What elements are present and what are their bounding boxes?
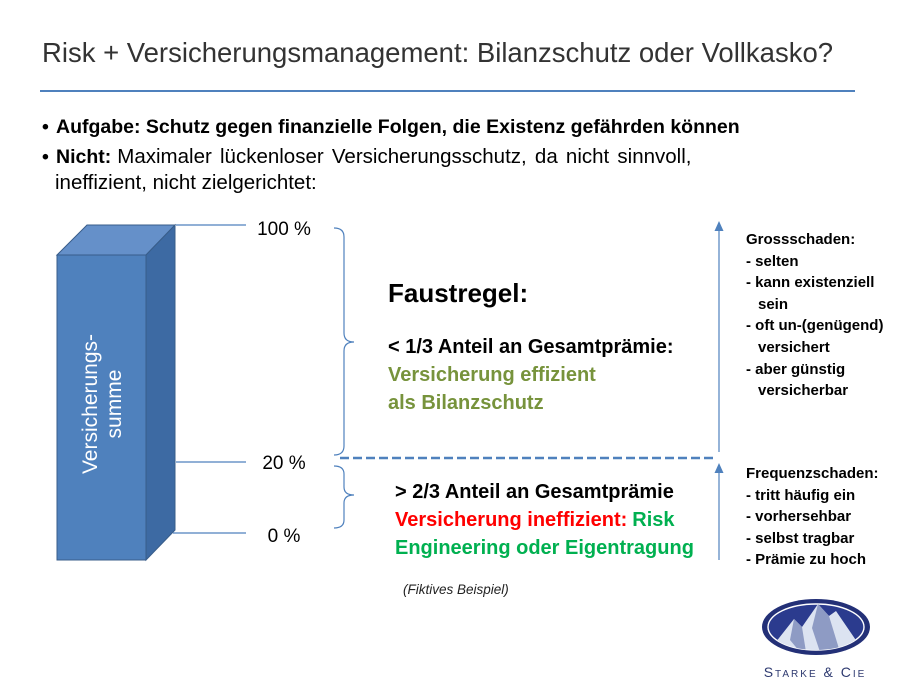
bar-label-line1: Versicherungs-	[79, 333, 102, 475]
arrow-up-icon	[715, 221, 724, 231]
large-loss-list	[746, 229, 883, 402]
list-item: - oft un-(genügend)	[746, 317, 884, 335]
list-item: - selbst tragbar	[746, 529, 855, 547]
list-item-continuation: versicherbar	[758, 382, 849, 400]
lower-result-negative: Versicherung ineffizient:	[395, 509, 628, 531]
bullet-icon: •	[42, 146, 49, 168]
list-item: - aber günstig	[746, 360, 846, 378]
lower-result-alternative-start: Risk	[632, 509, 675, 531]
arrow-up-icon	[715, 463, 724, 473]
bullet-not-text: Maximaler lückenloser Versicherungsschutz, da nicht sinnvoll,	[117, 145, 692, 168]
page-title: Risk + Versicherungsmanagement: Bilanzschutz oder Vollkasko?	[42, 37, 834, 68]
bullet-task-text: Aufgabe: Schutz gegen finanzielle Folgen, die Existenz gefährden können	[56, 116, 740, 138]
lower-result-line1	[395, 510, 675, 530]
frequency-loss-heading: Frequenzschaden:	[746, 465, 879, 482]
upper-result-line2: als Bilanzschutz	[388, 392, 544, 414]
bar-side-face	[146, 225, 175, 560]
large-loss-arrow	[715, 221, 724, 452]
list-item: - kann existenziell	[746, 274, 875, 292]
rule-heading: Faustregel:	[388, 278, 529, 308]
upper-brace	[334, 228, 354, 455]
upper-condition: < 1/3 Anteil an Gesamtprämie:	[388, 336, 674, 358]
scale-label-20: 20 %	[262, 453, 306, 474]
list-item: - tritt häufig ein	[746, 486, 856, 504]
title-divider	[40, 90, 855, 92]
list-item: - vorhersehbar	[746, 508, 852, 526]
bullet-icon: •	[42, 116, 49, 138]
company-logo	[762, 599, 870, 655]
list-item-continuation: sein	[758, 295, 789, 313]
logo-wordmark: Starke & Cie	[763, 664, 867, 680]
lower-brace	[334, 466, 354, 528]
scale-label-0: 0 %	[267, 526, 301, 547]
list-item: - Prämie zu hoch	[746, 551, 867, 569]
list-item-continuation: versichert	[758, 338, 830, 356]
scale-label-100: 100 %	[257, 219, 311, 240]
lower-condition: > 2/3 Anteil an Gesamtprämie	[395, 481, 674, 503]
bar-label	[79, 294, 127, 514]
large-loss-heading: Grossschaden:	[746, 231, 856, 248]
bullet-task	[42, 115, 740, 139]
bullet-not-continuation: ineffizient, nicht zielgerichtet:	[55, 171, 317, 194]
bullet-not	[42, 145, 691, 169]
lower-result-line2: Engineering oder Eigentragung	[395, 537, 694, 559]
bullet-not-label: Nicht:	[56, 146, 112, 168]
bar-label-line2: summe	[103, 369, 126, 439]
example-note: (Fiktives Beispiel)	[403, 582, 509, 597]
frequency-loss-list	[746, 463, 879, 571]
list-item: - selten	[746, 252, 799, 270]
frequency-loss-arrow	[715, 463, 724, 560]
upper-result-line1: Versicherung effizient	[388, 364, 596, 386]
